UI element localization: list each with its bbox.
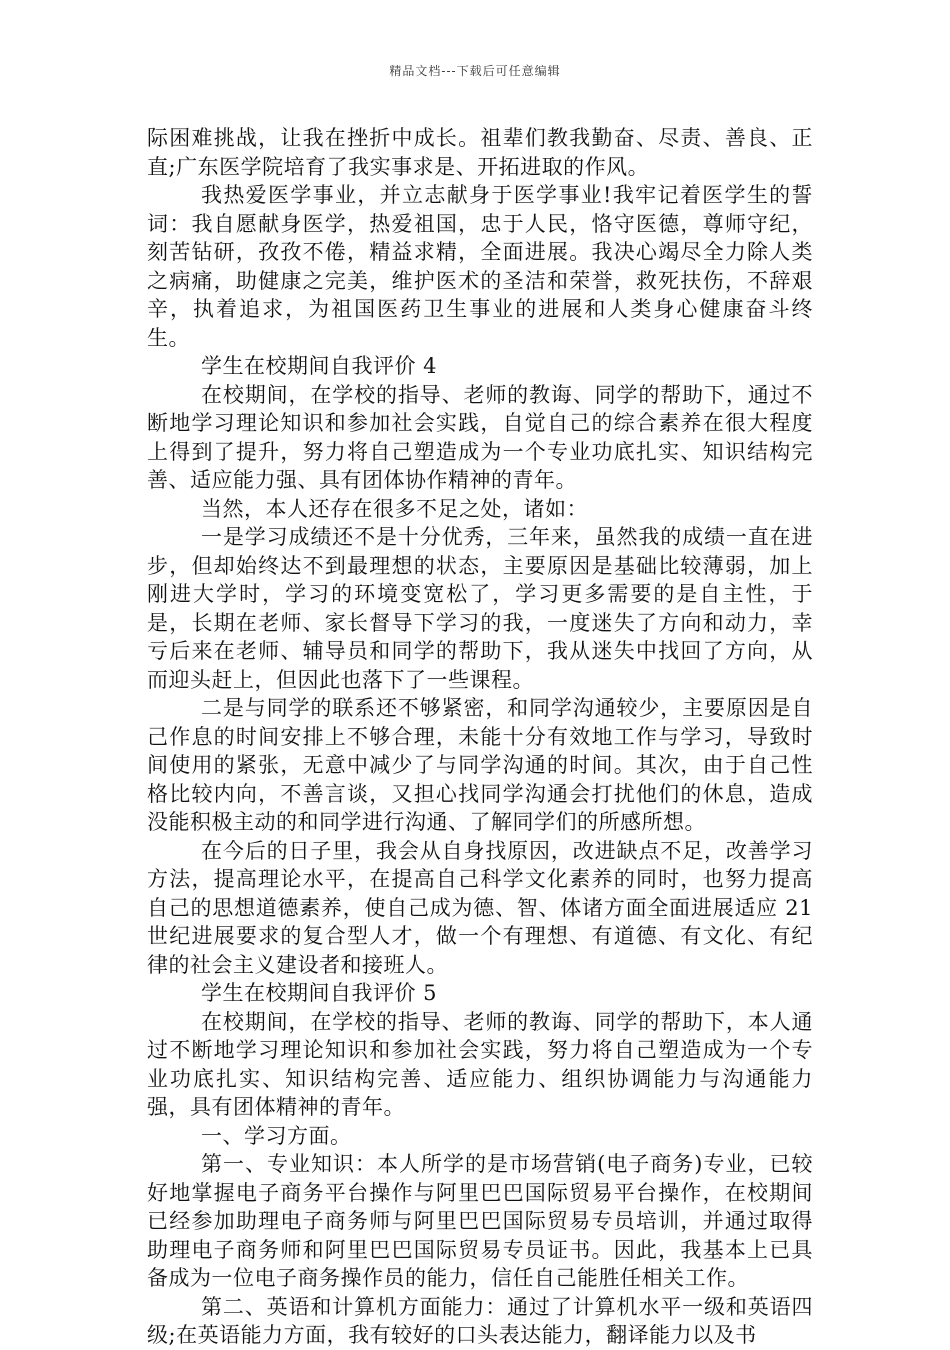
paragraph-shortcoming-2: 二是与同学的联系还不够紧密，和同学沟通较少，主要原因是自己作息的时间安排上不够合理，未能十分有效地工作与学习，导致时间使用的紧张，无意中减少了与同学沟通的时间。其次，由于自己性格比较内向，不善言谈，又担心找同学沟通会打扰他们的休息，造成没能积极主动的和同学进行沟通、了解同学们的所感所想。 (147, 696, 813, 834)
paragraph-professional-knowledge: 第一、专业知识：本人所学的是市场营销(电子商务)专业，已较好地掌握电子商务平台操作与阿里巴巴国际贸易平台操作，在校期间已经参加助理电子商务师与阿里巴巴国际贸易专员培训，并通过取得助理电子商务师和阿里巴巴国际贸易专员证书。因此，我基本上已具备成为一位电子商务操作员的能力，信任自己能胜任相关工作。 (147, 1152, 813, 1290)
paragraph-medical-oath: 我热爱医学事业，并立志献身于医学事业!我牢记着医学生的誓词：我自愿献身医学，热爱祖国，忠于人民，恪守医德，尊师守纪，刻苦钻研，孜孜不倦，精益求精，全面进展。我决心竭尽全力除人类之病痛，助健康之完美，维护医术的圣洁和荣誉，救死扶伤，不辞艰辛，执着追求，为祖国医药卫生事业的进展和人类身心健康奋斗终生。 (147, 183, 813, 350)
paragraph-shortcomings-intro: 当然，本人还存在很多不足之处，诸如： (201, 496, 588, 521)
paragraph-intro-4: 在校期间，在学校的指导、老师的教诲、同学的帮助下，通过不断地学习理论知识和参加社会实践，自觉自己的综合素养在很大程度上得到了提升，努力将自己塑造成为一个专业功底扎实、知识结构完善、适应能力强、具有团体协作精神的青年。 (147, 382, 813, 492)
paragraph-future-plan: 在今后的日子里，我会从自身找原因，改进缺点不足，改善学习方法，提高理论水平，在提高自己科学文化素养的同时，也努力提高自己的思想道德素养，使自己成为德、智、体诸方面全面进展适应 21 世纪进展要求的复合型人才，做一个有理想、有道德、有文化、有纪律的社会主义建设者和接班人。 (147, 838, 813, 977)
document-body (147, 124, 813, 1350)
section-heading-5: 学生在校期间自我评价 5 (201, 981, 438, 1005)
paragraph-continuation: 际困难挑战，让我在挫折中成长。祖辈们教我勤奋、尽责、善良、正直;广东医学院培育了我实事求是、开拓进取的作风。 (147, 126, 813, 179)
page-header: 精品文档---下载后可任意编辑 (389, 64, 561, 78)
paragraph-shortcoming-1: 一是学习成绩还不是十分优秀，三年来，虽然我的成绩一直在进步，但却始终达不到最理想的状态，主要原因是基础比较薄弱，加上刚进大学时，学习的环境变宽松了，学习更多需要的是自主性，于是，长期在老师、家长督导下学习的我，一度迷失了方向和动力，幸亏后来在老师、辅导员和同学的帮助下，我从迷失中找回了方向，从而迎头赶上，但因此也落下了一些课程。 (147, 525, 813, 692)
section-heading-4: 学生在校期间自我评价 4 (201, 354, 438, 378)
paragraph-intro-5: 在校期间，在学校的指导、老师的教诲、同学的帮助下，本人通过不断地学习理论知识和参加社会实践，努力将自己塑造成为一个专业功底扎实、知识结构完善、适应能力、组织协调能力与沟通能力强，具有团体精神的青年。 (147, 1009, 813, 1119)
paragraph-english-computer: 第二、英语和计算机方面能力：通过了计算机水平一级和英语四级;在英语能力方面，我有较好的口头表达能力，翻译能力以及书 (147, 1294, 813, 1347)
subheading-study: 一、学习方面。 (201, 1123, 352, 1148)
